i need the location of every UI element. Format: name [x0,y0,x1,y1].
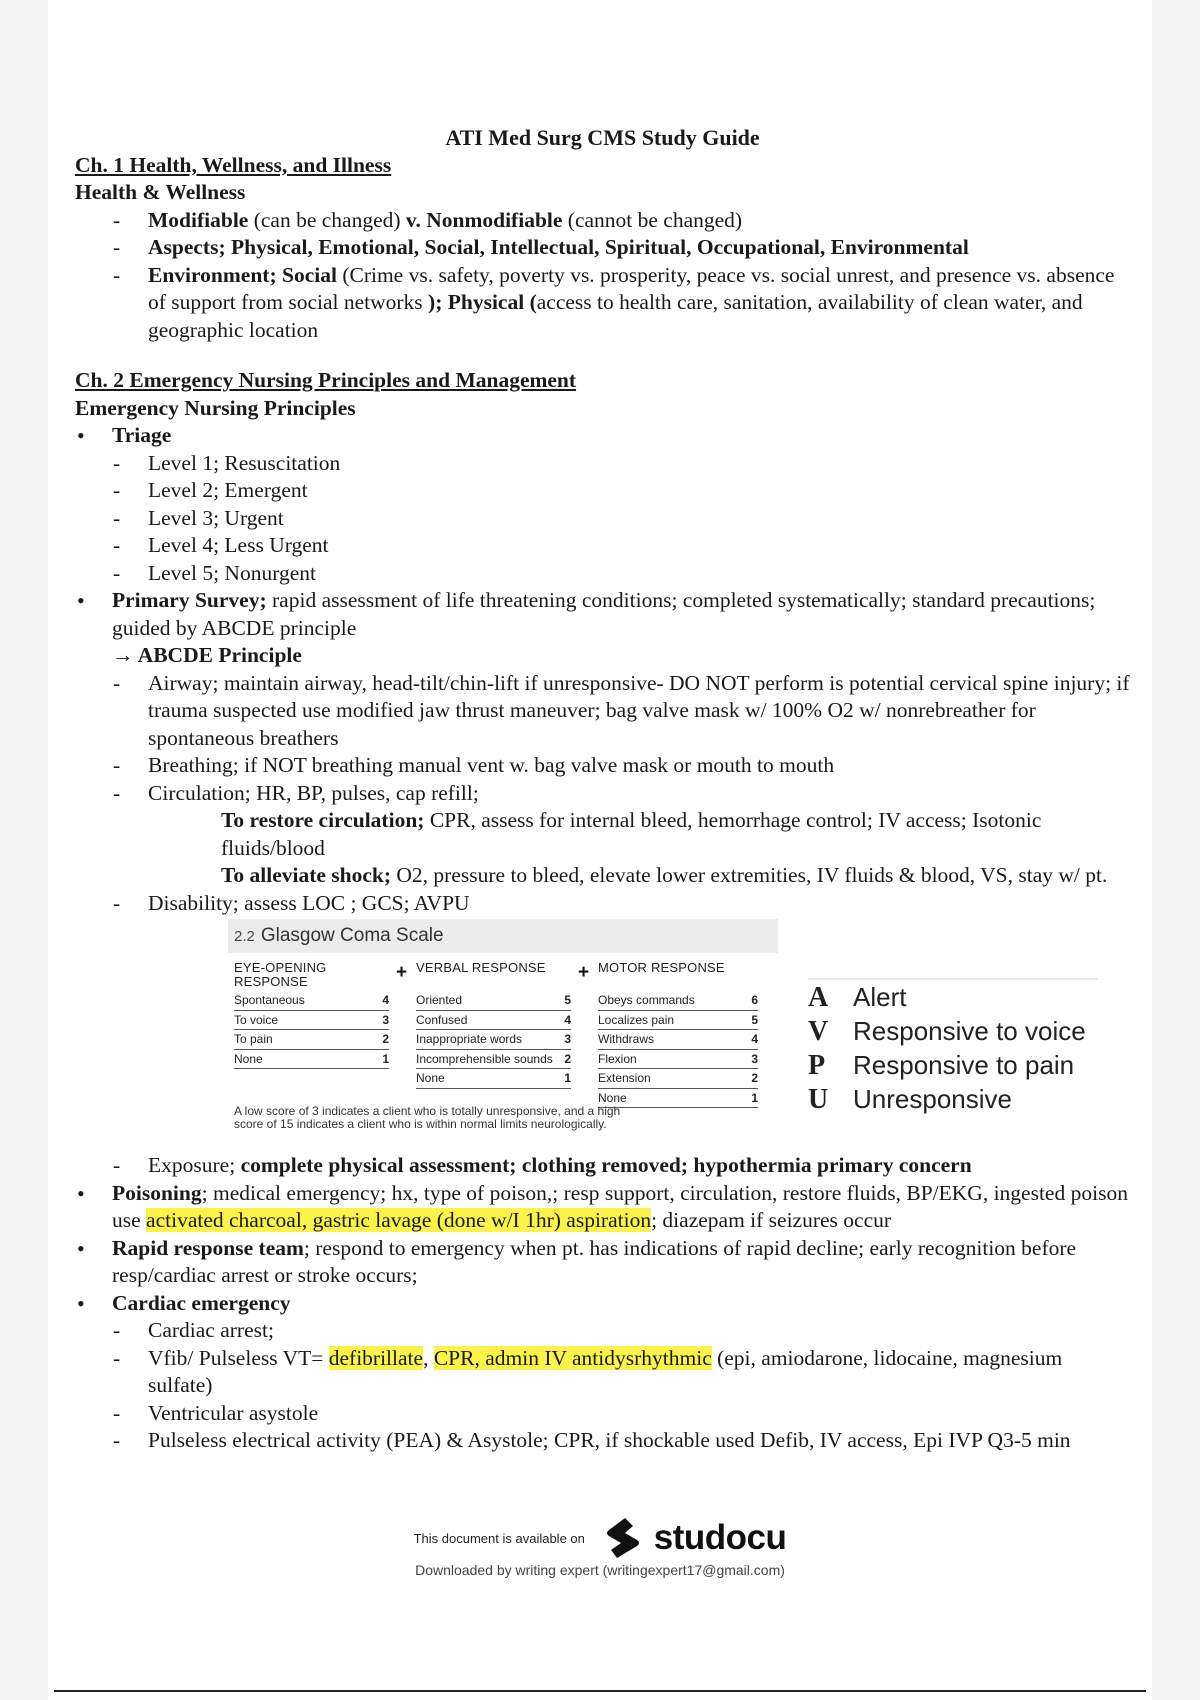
cardiac-arrest-item: - Cardiac arrest; [75,1317,1130,1345]
table-row: None 1 [234,1050,389,1070]
plus-icon: + [396,962,408,983]
triage-level: - Level 3; Urgent [75,505,1130,533]
pea-item: - Pulseless electrical activity (PEA) & Asystole; CPR, if shockable used Defib, IV access, Epi IVP Q3-5 min [75,1427,1130,1455]
table-row: Obeys commands 6 [598,991,758,1011]
exposure-item: - Exposure; complete physical assessment; clothing removed; hypothermia primary concern [75,1152,1130,1180]
table-row: Spontaneous 4 [234,991,389,1011]
restore-circulation: To restore circulation; CPR, assess for internal bleed, hemorrhage control; IV access; Isotonic fluids/blood [221,808,1042,860]
document-title: ATI Med Surg CMS Study Guide [445,125,760,150]
table-row: To voice 3 [234,1011,389,1031]
avpu-item: U Unresponsive [808,1084,1012,1115]
bullet-cardiac-emergency: • Cardiac emergency [75,1290,1130,1318]
disability-item: - Disability; assess LOC ; GCS; AVPU [75,890,1130,918]
plus-icon: + [578,962,590,983]
gcs-header: 2.2 Glasgow Coma Scale [228,919,778,953]
table-row: Incomprehensible sounds 2 [416,1050,571,1070]
bottom-divider [54,1690,1146,1692]
avpu-list [808,978,1098,1150]
highlighted-text: CPR, admin IV antidysrhythmic [433,1345,712,1370]
table-row: Withdraws 4 [598,1030,758,1050]
chapter-2-heading: Ch. 2 Emergency Nursing Principles and Management [75,368,577,392]
table-row: To pain 2 [234,1030,389,1050]
highlighted-text: defibrillate [328,1345,424,1370]
gcs-avpu-figure [75,919,1130,1152]
table-row: Extension 2 [598,1069,758,1089]
table-row: Localizes pain 5 [598,1011,758,1031]
chapter-2-subheading: Emergency Nursing Principles [75,395,356,420]
list-item: - Aspects; Physical, Emotional, Social, Intellectual, Spiritual, Occupational, Environmental [75,234,1130,262]
table-row: None 1 [416,1069,571,1089]
gcs-eye-column: EYE-OPENING RESPONSE Spontaneous 4 To voice 3 To pain 2 None 1 [234,961,389,1069]
bullet-rapid-response: • Rapid response team; respond to emergency when pt. has indications of rapid decline; early recognition before resp/cardiac arrest or stroke occurs; [75,1235,1130,1290]
list-item: - Environment; Social (Crime vs. safety, poverty vs. prosperity, peace vs. social unrest, and presence vs. absence of support from social networks ); Physical (access to health care, sanitation, availability of clean water, and geographic location [75,262,1130,345]
table-row: Inappropriate words 3 [416,1030,571,1050]
gcs-verbal-column: VERBAL RESPONSE Oriented 5 Confused 4 Inappropriate words 3 Incomprehensible sounds 2 None 1 [416,961,571,1089]
chapter-1-heading: Ch. 1 Health, Wellness, and Illness [75,152,392,177]
avpu-item: A Alert [808,982,907,1013]
downloaded-by-text: Downloaded by writing expert (writingexpert17@gmail.com) [415,1562,785,1578]
studocu-logo-icon [603,1516,643,1560]
highlighted-text: activated charcoal, gastric lavage (done w/I 1hr) aspiration [146,1208,652,1232]
glasgow-coma-scale-table [228,919,778,1147]
vfib-item: - Vfib/ Pulseless VT= defibrillate, CPR, admin IV antidysrhythmic (epi, amiodarone, lidocaine, magnesium sulfate) [75,1345,1130,1400]
airway-item: - Airway; maintain airway, head-tilt/chin-lift if unresponsive- DO NOT perform is potential cervical spine injury; if trauma suspected use modified jaw thrust maneuver; bag valve mask w/ 100% O2 w/ nonrebreather for spontaneous breathers [75,670,1130,753]
avpu-item: P Responsive to pain [808,1050,1075,1081]
table-row: Confused 4 [416,1011,571,1031]
studocu-brand[interactable]: studocu [653,1518,787,1557]
triage-level: - Level 4; Less Urgent [75,532,1130,560]
triage-level: - Level 2; Emergent [75,477,1130,505]
avpu-item: V Responsive to voice [808,1016,1086,1047]
table-row: Flexion 3 [598,1050,758,1070]
alleviate-shock: To alleviate shock; O2, pressure to bleed, elevate lower extremities, IV fluids & blood, VS, stay w/ pt. [221,863,1108,887]
triage-level: - Level 5; Nonurgent [75,560,1130,588]
gcs-motor-column: MOTOR RESPONSE Obeys commands 6 Localizes pain 5 Withdraws 4 Flexion 3 Extension 2 None 1 [598,961,758,1108]
asystole-item: - Ventricular asystole [75,1400,1130,1428]
abcde-principle: → ABCDE Principle [112,643,302,667]
bullet-poisoning: • Poisoning; medical emergency; hx, type of poison,; resp support, circulation, restore fluids, BP/EKG, ingested poison use activated charcoal, gastric lavage (done w/I 1hr) aspiration; diazepam if seizures occur [75,1180,1130,1235]
breathing-item: - Breathing; if NOT breathing manual vent w. bag valve mask or mouth to mouth [75,752,1130,780]
circulation-item: - Circulation; HR, BP, pulses, cap refill; [75,780,1130,808]
list-item: - Modifiable (can be changed) v. Nonmodifiable (cannot be changed) [75,207,1130,235]
gcs-note: A low score of 3 indicates a client who is totally unresponsive, and a high score of 15 indicates a client who is within normal limits neurologically. [234,1104,621,1131]
triage-level: - Level 1; Resuscitation [75,450,1130,478]
table-row: Oriented 5 [416,991,571,1011]
document-page [48,0,1152,1700]
studocu-footer [48,1516,1152,1560]
table-row: None 1 [598,1089,758,1109]
bullet-triage: • Triage [75,422,1130,450]
chapter-1-subheading: Health & Wellness [75,180,246,204]
availability-text: This document is available on [413,1530,585,1546]
document-body [75,124,1130,1455]
bullet-primary-survey: • Primary Survey; rapid assessment of life threatening conditions; completed systematically; standard precautions; guided by ABCDE principle [75,587,1130,642]
